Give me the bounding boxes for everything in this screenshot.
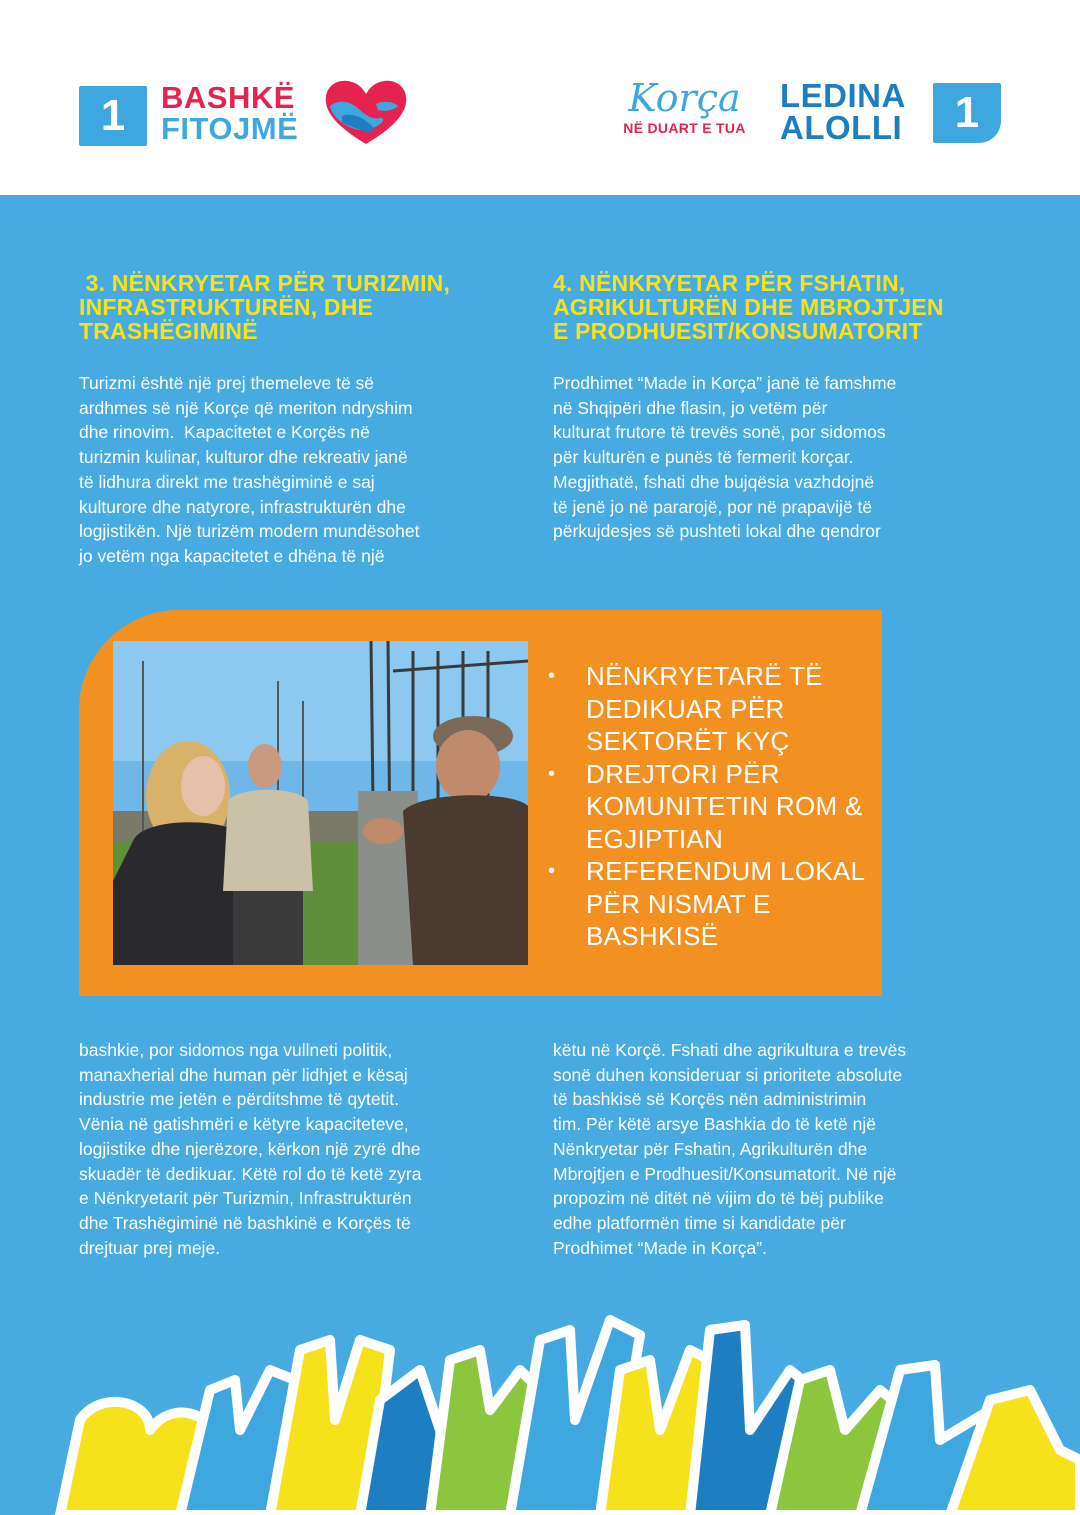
text-line: këtu në Korçë. Fshati dhe agrikultura e trevës <box>553 1040 907 1060</box>
text-line: logjistike dhe njerëzore, kërkon një zyrë dhe <box>79 1138 421 1159</box>
text-line: jo vetëm nga kapacitetet e dhëna të një <box>79 545 385 566</box>
text-line: sonë duhen konsideruar si prioritete absolute <box>553 1064 903 1085</box>
ballot-number-left: 1 <box>79 86 147 146</box>
brand-logo <box>161 82 298 144</box>
section4-paragraph <box>553 371 1008 544</box>
text-line: propozim në ditët në vijim do të bëj publike <box>553 1188 884 1209</box>
text-line: manaxherial dhe human për lidhjet e kësaj <box>79 1064 408 1085</box>
section4-continuation <box>553 1038 1008 1260</box>
raised-hands-illustration <box>0 1310 1080 1515</box>
text-line: bashkie, por sidomos nga vullneti politik, <box>79 1040 393 1060</box>
heading-line: 4. NËNKRYETAR PËR FSHATIN, <box>553 270 906 296</box>
korca-script: Korça <box>628 76 741 120</box>
text-line: të jenë jo në pararojë, por në prapavijë të <box>553 496 873 517</box>
section4-heading <box>553 271 1003 343</box>
text-line: Turizmi është një prej themeleve të së <box>79 373 375 393</box>
candidate-first-name: LEDINA <box>780 77 906 114</box>
text-line: Vënia në gatishmëri e këtyre kapaciteteve, <box>79 1114 409 1135</box>
candidate-name <box>780 77 906 146</box>
text-line: Mbrojtjen e Prodhuesit/Konsumatorit. Në një <box>553 1163 897 1184</box>
list-item: • NËNKRYETARË TË DEDIKUAR PËR SEKTORËT KYÇ <box>548 660 878 758</box>
list-item: • DREJTORI PËR KOMUNITETIN ROM & EGJIPTIAN <box>548 758 878 856</box>
text-line: Nënkryetar për Fshatin, Agrikulturën dhe <box>553 1138 868 1159</box>
korca-logo <box>612 76 757 136</box>
text-line: tim. Për këtë arsye Bashkia do të ketë një <box>553 1114 876 1135</box>
highlight-list <box>548 660 878 953</box>
text-line: logjistikën. Një turizëm modern mundësohet <box>79 521 420 542</box>
text-line: drejtuar prej meje. <box>79 1237 221 1258</box>
text-line: Prodhimet “Made in Korça”. <box>553 1237 767 1258</box>
candidate-last-name: ALOLLI <box>780 109 903 146</box>
section3-paragraph <box>79 371 534 569</box>
brand-line-1: BASHKË <box>161 80 295 115</box>
heading-line: E PRODHUESIT/KONSUMATORIT <box>553 318 923 344</box>
text-line: edhe platformën time si kandidate për <box>553 1212 846 1233</box>
text-line: kulturat frutore të trevës sonë, por sidomos <box>553 422 886 443</box>
text-line: e Nënkryetarit për Turizmin, Infrastrukturën <box>79 1188 412 1209</box>
ballot-number-right: 1 <box>933 83 1001 143</box>
brand-line-2: FITOJMË <box>161 111 299 146</box>
list-item: • REFERENDUM LOKAL PËR NISMAT E BASHKISË <box>548 855 878 953</box>
text-line: ardhmes së një Korçe që meriton ndryshim <box>79 397 413 418</box>
text-line: përkujdesjes së pushteti lokal dhe qendror <box>553 521 881 542</box>
text-line: të bashkisë së Korçës nën administrimin <box>553 1089 867 1110</box>
text-line: turizmin kulinar, kulturor dhe rekreativ janë <box>79 447 408 468</box>
text-line: kulturore dhe natyrore, infrastrukturën dhe <box>79 496 406 517</box>
section3-continuation <box>79 1038 529 1260</box>
heading-line: INFRASTRUKTURËN, DHE <box>79 294 374 320</box>
text-line: në Shqipëri dhe flasin, jo vetëm për <box>553 397 828 418</box>
text-line: industrie me jetën e përditshme të qytetit. <box>79 1089 400 1110</box>
heading-line: 3. NËNKRYETAR PËR TURIZMIN, <box>79 270 451 296</box>
text-line: skuadër të dedikuar. Këtë rol do të ketë zyra <box>79 1163 422 1184</box>
heart-hands-icon <box>322 76 410 148</box>
text-line: Prodhimet “Made in Korça” janë të famshme <box>553 373 897 393</box>
section3-heading <box>79 271 519 343</box>
heading-line: TRASHËGIMINË <box>79 318 258 344</box>
text-line: dhe Trashëgiminë në bashkinë e Korçës të <box>79 1212 411 1233</box>
korca-tagline: NË DUART E TUA <box>623 120 746 136</box>
text-line: për kulturën e punës të fermerit korçar. <box>553 447 854 468</box>
heading-line: AGRIKULTURËN DHE MBROJTJEN <box>553 294 944 320</box>
text-line: Megjithatë, fshati dhe bujqësia vazhdojnë <box>553 471 875 492</box>
text-line: dhe rinovim. Kapacitetet e Korçës në <box>79 422 370 443</box>
campaign-photo <box>113 641 528 965</box>
text-line: të lidhura direkt me trashëgiminë e saj <box>79 471 375 492</box>
